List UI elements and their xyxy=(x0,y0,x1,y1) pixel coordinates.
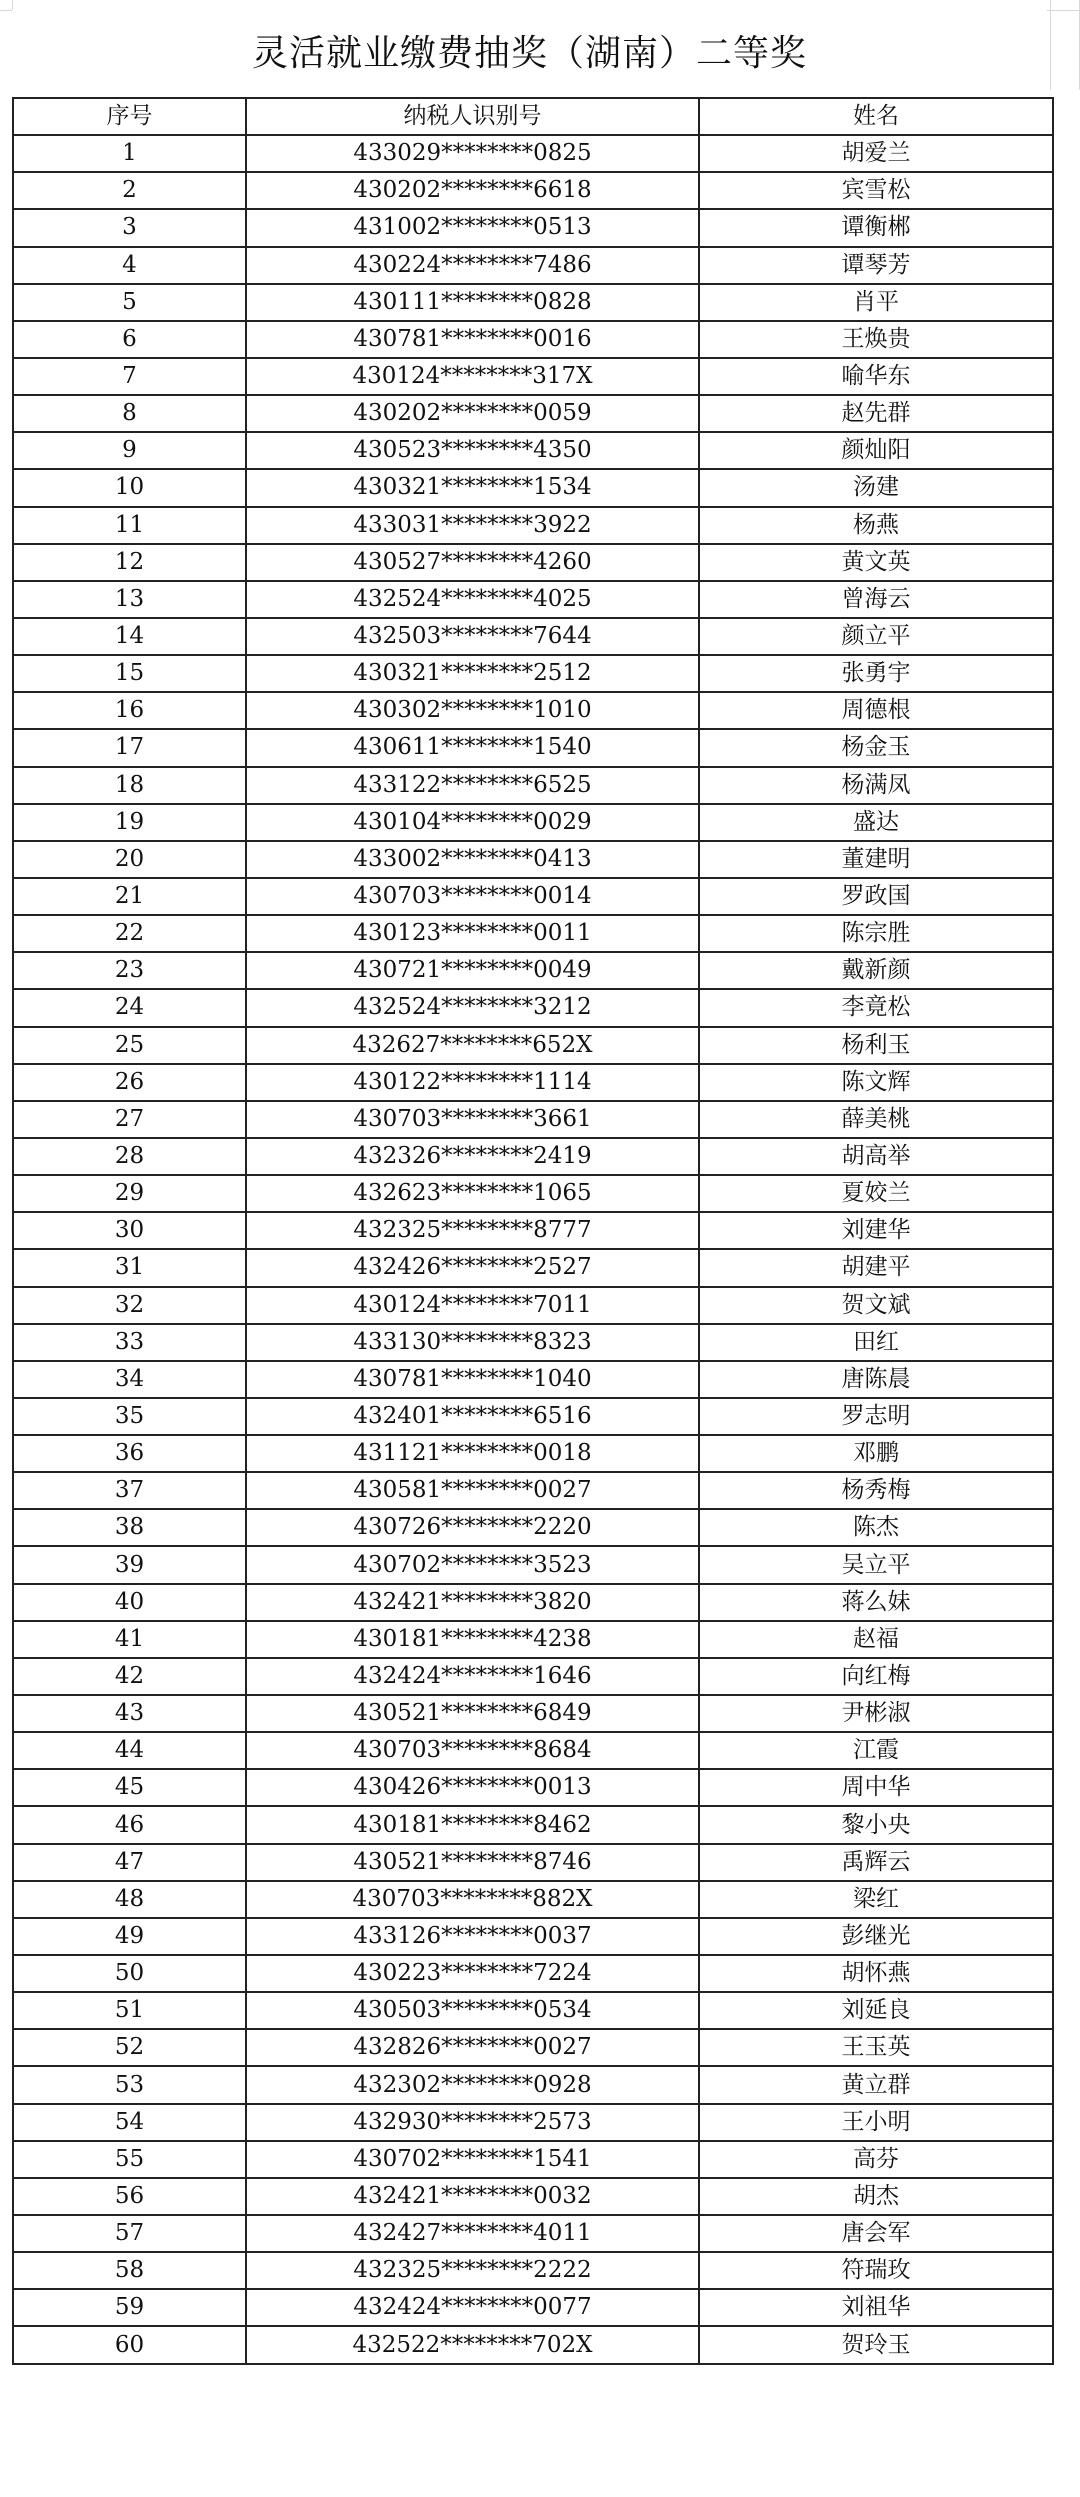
cell-index: 23 xyxy=(13,952,246,989)
cell-name: 曾海云 xyxy=(699,581,1053,618)
cell-name: 陈宗胜 xyxy=(699,915,1053,952)
cell-taxpayer-id: 432325********8777 xyxy=(246,1212,699,1249)
cell-index: 43 xyxy=(13,1695,246,1732)
table-row xyxy=(13,2141,1053,2178)
cell-taxpayer-id: 430503********0534 xyxy=(246,1992,699,2029)
cell-name: 贺文斌 xyxy=(699,1287,1053,1324)
cell-index: 24 xyxy=(13,989,246,1026)
cell-index: 30 xyxy=(13,1212,246,1249)
cell-name: 彭继光 xyxy=(699,1918,1053,1955)
table-row xyxy=(13,655,1053,692)
table-row xyxy=(13,2066,1053,2103)
page-title: 灵活就业缴费抽奖（湖南）二等奖 xyxy=(12,10,1047,90)
cell-taxpayer-id: 430726********2220 xyxy=(246,1509,699,1546)
cell-name: 尹彬淑 xyxy=(699,1695,1053,1732)
cell-taxpayer-id: 430703********882X xyxy=(246,1881,699,1918)
cell-name: 田红 xyxy=(699,1324,1053,1361)
cell-index: 11 xyxy=(13,507,246,544)
cell-name: 胡爱兰 xyxy=(699,135,1053,172)
cell-taxpayer-id: 432524********3212 xyxy=(246,989,699,1026)
cell-index: 7 xyxy=(13,358,246,395)
cell-taxpayer-id: 433126********0037 xyxy=(246,1918,699,1955)
cell-taxpayer-id: 431002********0513 xyxy=(246,209,699,246)
cell-index: 60 xyxy=(13,2326,246,2363)
cell-index: 8 xyxy=(13,395,246,432)
cell-taxpayer-id: 432424********1646 xyxy=(246,1658,699,1695)
table-row xyxy=(13,952,1053,989)
cell-taxpayer-id: 433122********6525 xyxy=(246,767,699,804)
cell-name: 符瑞玫 xyxy=(699,2252,1053,2289)
cell-index: 20 xyxy=(13,841,246,878)
table-row xyxy=(13,1918,1053,1955)
cell-taxpayer-id: 430124********317X xyxy=(246,358,699,395)
table-row xyxy=(13,1955,1053,1992)
table-row xyxy=(13,729,1053,766)
cell-index: 37 xyxy=(13,1472,246,1509)
cell-index: 3 xyxy=(13,209,246,246)
cell-taxpayer-id: 430122********1114 xyxy=(246,1064,699,1101)
table-row xyxy=(13,1806,1053,1843)
table-row xyxy=(13,2252,1053,2289)
cell-name: 黎小央 xyxy=(699,1806,1053,1843)
table-row xyxy=(13,767,1053,804)
cell-taxpayer-id: 430123********0011 xyxy=(246,915,699,952)
cell-index: 27 xyxy=(13,1101,246,1138)
table-row xyxy=(13,1287,1053,1324)
table-row xyxy=(13,1584,1053,1621)
cell-name: 董建明 xyxy=(699,841,1053,878)
cell-name: 周中华 xyxy=(699,1769,1053,1806)
cell-name: 宾雪松 xyxy=(699,172,1053,209)
cell-taxpayer-id: 432627********652X xyxy=(246,1027,699,1064)
table-row xyxy=(13,1212,1053,1249)
cell-index: 31 xyxy=(13,1249,246,1286)
cell-taxpayer-id: 432524********4025 xyxy=(246,581,699,618)
cell-index: 14 xyxy=(13,618,246,655)
cell-taxpayer-id: 433031********3922 xyxy=(246,507,699,544)
table-row xyxy=(13,692,1053,729)
table-row xyxy=(13,2104,1053,2141)
cell-taxpayer-id: 433130********8323 xyxy=(246,1324,699,1361)
cell-index: 21 xyxy=(13,878,246,915)
cell-name: 周德根 xyxy=(699,692,1053,729)
table-row xyxy=(13,1027,1053,1064)
cell-taxpayer-id: 430124********7011 xyxy=(246,1287,699,1324)
cell-index: 15 xyxy=(13,655,246,692)
cell-index: 12 xyxy=(13,544,246,581)
cell-index: 53 xyxy=(13,2066,246,2103)
cell-name: 赵福 xyxy=(699,1621,1053,1658)
cell-taxpayer-id: 430611********1540 xyxy=(246,729,699,766)
table-row xyxy=(13,1361,1053,1398)
table-row xyxy=(13,1138,1053,1175)
table-row xyxy=(13,1324,1053,1361)
table-row xyxy=(13,1621,1053,1658)
cell-taxpayer-id: 432522********702X xyxy=(246,2326,699,2363)
cell-name: 吴立平 xyxy=(699,1546,1053,1583)
cell-index: 51 xyxy=(13,1992,246,2029)
cell-name: 谭琴芳 xyxy=(699,247,1053,284)
cell-index: 49 xyxy=(13,1918,246,1955)
cell-index: 9 xyxy=(13,432,246,469)
cell-name: 刘祖华 xyxy=(699,2289,1053,2326)
column-header-index: 序号 xyxy=(13,98,246,135)
table-row xyxy=(13,1732,1053,1769)
table-row xyxy=(13,135,1053,172)
cell-index: 1 xyxy=(13,135,246,172)
cell-taxpayer-id: 432401********6516 xyxy=(246,1398,699,1435)
table-row xyxy=(13,1175,1053,1212)
cell-name: 张勇宇 xyxy=(699,655,1053,692)
cell-name: 唐陈晨 xyxy=(699,1361,1053,1398)
cell-taxpayer-id: 432427********4011 xyxy=(246,2215,699,2252)
cell-name: 陈文辉 xyxy=(699,1064,1053,1101)
cell-taxpayer-id: 430721********0049 xyxy=(246,952,699,989)
cell-name: 刘建华 xyxy=(699,1212,1053,1249)
column-header-taxpayer-id: 纳税人识别号 xyxy=(246,98,699,135)
cell-index: 34 xyxy=(13,1361,246,1398)
cell-taxpayer-id: 432302********0928 xyxy=(246,2066,699,2103)
cell-taxpayer-id: 432623********1065 xyxy=(246,1175,699,1212)
cell-name: 杨利玉 xyxy=(699,1027,1053,1064)
cell-index: 33 xyxy=(13,1324,246,1361)
cell-taxpayer-id: 432426********2527 xyxy=(246,1249,699,1286)
table-row xyxy=(13,1992,1053,2029)
cell-index: 40 xyxy=(13,1584,246,1621)
cell-taxpayer-id: 430224********7486 xyxy=(246,247,699,284)
cell-index: 39 xyxy=(13,1546,246,1583)
cell-taxpayer-id: 430703********0014 xyxy=(246,878,699,915)
cell-name: 唐会军 xyxy=(699,2215,1053,2252)
cell-name: 罗志明 xyxy=(699,1398,1053,1435)
table-row xyxy=(13,544,1053,581)
table-row xyxy=(13,1064,1053,1101)
cell-name: 王玉英 xyxy=(699,2029,1053,2066)
table-row xyxy=(13,2289,1053,2326)
cell-taxpayer-id: 432325********2222 xyxy=(246,2252,699,2289)
cell-taxpayer-id: 430104********0029 xyxy=(246,804,699,841)
cell-taxpayer-id: 430321********1534 xyxy=(246,469,699,506)
cell-taxpayer-id: 430521********8746 xyxy=(246,1844,699,1881)
cell-name: 向红梅 xyxy=(699,1658,1053,1695)
cell-name: 贺玲玉 xyxy=(699,2326,1053,2363)
cell-name: 胡怀燕 xyxy=(699,1955,1053,1992)
table-row xyxy=(13,989,1053,1026)
cell-name: 夏姣兰 xyxy=(699,1175,1053,1212)
cell-taxpayer-id: 432424********0077 xyxy=(246,2289,699,2326)
cell-taxpayer-id: 430702********3523 xyxy=(246,1546,699,1583)
table-row xyxy=(13,507,1053,544)
cell-taxpayer-id: 430781********0016 xyxy=(246,321,699,358)
cell-index: 35 xyxy=(13,1398,246,1435)
cell-name: 盛达 xyxy=(699,804,1053,841)
cell-taxpayer-id: 430703********8684 xyxy=(246,1732,699,1769)
cell-index: 6 xyxy=(13,321,246,358)
table-row xyxy=(13,581,1053,618)
cell-index: 2 xyxy=(13,172,246,209)
table-row xyxy=(13,1101,1053,1138)
table-row xyxy=(13,432,1053,469)
cell-name: 杨金玉 xyxy=(699,729,1053,766)
table-row xyxy=(13,1769,1053,1806)
table-row xyxy=(13,1695,1053,1732)
cell-name: 胡建平 xyxy=(699,1249,1053,1286)
cell-taxpayer-id: 430702********1541 xyxy=(246,2141,699,2178)
cell-name: 谭衡郴 xyxy=(699,209,1053,246)
cell-index: 13 xyxy=(13,581,246,618)
cell-taxpayer-id: 433029********0825 xyxy=(246,135,699,172)
table-row xyxy=(13,804,1053,841)
table-row xyxy=(13,469,1053,506)
cell-name: 杨满凤 xyxy=(699,767,1053,804)
cell-name: 李竟松 xyxy=(699,989,1053,1026)
cell-name: 罗政国 xyxy=(699,878,1053,915)
cell-name: 杨秀梅 xyxy=(699,1472,1053,1509)
cell-name: 邓鹏 xyxy=(699,1435,1053,1472)
cell-taxpayer-id: 430302********1010 xyxy=(246,692,699,729)
table-row xyxy=(13,1546,1053,1583)
cell-index: 16 xyxy=(13,692,246,729)
cell-taxpayer-id: 432930********2573 xyxy=(246,2104,699,2141)
column-header-name: 姓名 xyxy=(699,98,1053,135)
cell-taxpayer-id: 430223********7224 xyxy=(246,1955,699,1992)
cell-index: 10 xyxy=(13,469,246,506)
cell-index: 48 xyxy=(13,1881,246,1918)
cell-name: 喻华东 xyxy=(699,358,1053,395)
cell-name: 肖平 xyxy=(699,284,1053,321)
cell-index: 19 xyxy=(13,804,246,841)
cell-index: 36 xyxy=(13,1435,246,1472)
table-row xyxy=(13,1658,1053,1695)
table-header-row xyxy=(13,98,1053,135)
table-row xyxy=(13,878,1053,915)
cell-index: 32 xyxy=(13,1287,246,1324)
cell-name: 胡高举 xyxy=(699,1138,1053,1175)
cell-index: 57 xyxy=(13,2215,246,2252)
cell-name: 梁红 xyxy=(699,1881,1053,1918)
cell-taxpayer-id: 430181********4238 xyxy=(246,1621,699,1658)
cell-name: 黄立群 xyxy=(699,2066,1053,2103)
cell-name: 高芬 xyxy=(699,2141,1053,2178)
cell-index: 22 xyxy=(13,915,246,952)
cell-name: 赵先群 xyxy=(699,395,1053,432)
table-row xyxy=(13,841,1053,878)
cell-taxpayer-id: 430581********0027 xyxy=(246,1472,699,1509)
table-row xyxy=(13,2215,1053,2252)
cell-index: 41 xyxy=(13,1621,246,1658)
cell-name: 戴新颜 xyxy=(699,952,1053,989)
cell-name: 禹辉云 xyxy=(699,1844,1053,1881)
cell-taxpayer-id: 430527********4260 xyxy=(246,544,699,581)
cell-index: 38 xyxy=(13,1509,246,1546)
winners-table xyxy=(12,97,1054,2365)
cell-name: 杨燕 xyxy=(699,507,1053,544)
cell-taxpayer-id: 430521********6849 xyxy=(246,1695,699,1732)
cell-taxpayer-id: 430202********0059 xyxy=(246,395,699,432)
cell-index: 59 xyxy=(13,2289,246,2326)
cell-index: 50 xyxy=(13,1955,246,1992)
cell-index: 54 xyxy=(13,2104,246,2141)
cell-index: 55 xyxy=(13,2141,246,2178)
cell-name: 颜灿阳 xyxy=(699,432,1053,469)
table-row xyxy=(13,915,1053,952)
cell-index: 58 xyxy=(13,2252,246,2289)
cell-name: 王小明 xyxy=(699,2104,1053,2141)
cell-taxpayer-id: 430181********8462 xyxy=(246,1806,699,1843)
cell-index: 26 xyxy=(13,1064,246,1101)
cell-index: 42 xyxy=(13,1658,246,1695)
cell-index: 29 xyxy=(13,1175,246,1212)
cell-index: 45 xyxy=(13,1769,246,1806)
cell-taxpayer-id: 430111********0828 xyxy=(246,284,699,321)
cell-name: 黄文英 xyxy=(699,544,1053,581)
cell-taxpayer-id: 430703********3661 xyxy=(246,1101,699,1138)
cell-name: 刘延良 xyxy=(699,1992,1053,2029)
cell-taxpayer-id: 432503********7644 xyxy=(246,618,699,655)
cell-name: 陈杰 xyxy=(699,1509,1053,1546)
cell-taxpayer-id: 430781********1040 xyxy=(246,1361,699,1398)
cell-name: 蒋么妹 xyxy=(699,1584,1053,1621)
cell-taxpayer-id: 431121********0018 xyxy=(246,1435,699,1472)
cell-name: 江霞 xyxy=(699,1732,1053,1769)
table-row xyxy=(13,1472,1053,1509)
table-row xyxy=(13,395,1053,432)
table-row xyxy=(13,1398,1053,1435)
cell-taxpayer-id: 432421********0032 xyxy=(246,2178,699,2215)
cell-index: 46 xyxy=(13,1806,246,1843)
cell-taxpayer-id: 430202********6618 xyxy=(246,172,699,209)
cell-index: 44 xyxy=(13,1732,246,1769)
table-row xyxy=(13,172,1053,209)
cell-index: 18 xyxy=(13,767,246,804)
cell-taxpayer-id: 432326********2419 xyxy=(246,1138,699,1175)
cell-name: 薛美桃 xyxy=(699,1101,1053,1138)
cell-name: 颜立平 xyxy=(699,618,1053,655)
table-row xyxy=(13,1844,1053,1881)
table-row xyxy=(13,209,1053,246)
cell-taxpayer-id: 433002********0413 xyxy=(246,841,699,878)
table-row xyxy=(13,1249,1053,1286)
cell-index: 56 xyxy=(13,2178,246,2215)
table-row xyxy=(13,1435,1053,1472)
cell-index: 25 xyxy=(13,1027,246,1064)
cell-index: 4 xyxy=(13,247,246,284)
cell-taxpayer-id: 432826********0027 xyxy=(246,2029,699,2066)
table-row xyxy=(13,2178,1053,2215)
cell-taxpayer-id: 430321********2512 xyxy=(246,655,699,692)
table-row xyxy=(13,284,1053,321)
cell-name: 王焕贵 xyxy=(699,321,1053,358)
table-row xyxy=(13,358,1053,395)
cell-index: 17 xyxy=(13,729,246,766)
table-row xyxy=(13,618,1053,655)
cell-name: 胡杰 xyxy=(699,2178,1053,2215)
cell-index: 5 xyxy=(13,284,246,321)
cell-index: 47 xyxy=(13,1844,246,1881)
table-row xyxy=(13,1509,1053,1546)
cell-taxpayer-id: 430426********0013 xyxy=(246,1769,699,1806)
cell-name: 汤建 xyxy=(699,469,1053,506)
table-row xyxy=(13,2029,1053,2066)
table-row xyxy=(13,2326,1053,2363)
table-row xyxy=(13,1881,1053,1918)
cell-index: 52 xyxy=(13,2029,246,2066)
cell-index: 28 xyxy=(13,1138,246,1175)
table-row xyxy=(13,321,1053,358)
cell-taxpayer-id: 430523********4350 xyxy=(246,432,699,469)
cell-taxpayer-id: 432421********3820 xyxy=(246,1584,699,1621)
table-row xyxy=(13,247,1053,284)
